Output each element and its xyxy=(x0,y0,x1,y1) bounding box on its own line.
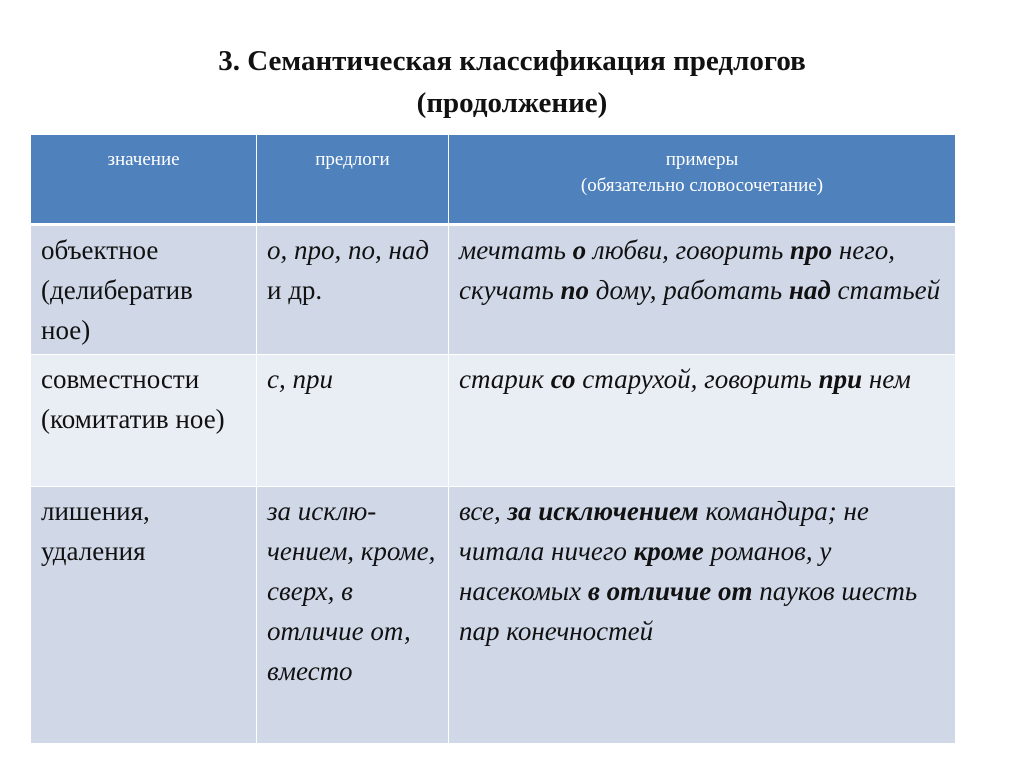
highlighted-preposition: о xyxy=(572,235,587,265)
cell-prepositions xyxy=(257,487,449,744)
header-examples-note: (обязательно словосочетание) xyxy=(580,175,824,196)
cell-prepositions xyxy=(257,225,449,355)
table-row xyxy=(31,355,956,487)
highlighted-preposition: про xyxy=(790,235,833,265)
cell-meaning: лишения, удаления xyxy=(31,487,257,744)
example-text: него, скучать xyxy=(459,235,895,305)
classification-table xyxy=(30,134,956,744)
example-text: дому, работать xyxy=(589,275,789,305)
highlighted-preposition: при xyxy=(818,364,863,394)
highlighted-preposition: кроме xyxy=(633,536,704,566)
cell-meaning: совместности (комитатив ное) xyxy=(31,355,257,487)
cell-examples xyxy=(449,487,956,744)
example-text: статьей xyxy=(830,275,941,305)
example-text: все, xyxy=(459,496,508,526)
prepositions-italic: с, при xyxy=(267,364,333,394)
highlighted-preposition: по xyxy=(560,275,590,305)
example-text: командира; не читала ничего xyxy=(459,496,869,566)
table-row xyxy=(31,225,956,355)
prepositions-italic: за исклю- чением, кроме, сверх, в отличие от, вместо xyxy=(267,496,436,686)
slide-title xyxy=(0,40,1024,124)
example-text: любви, говорить xyxy=(586,235,791,265)
title-line-2: (продолжение) xyxy=(416,87,608,119)
example-text: нем xyxy=(862,364,911,394)
example-text: романов, у насекомых xyxy=(459,536,832,606)
highlighted-preposition: над xyxy=(788,275,831,305)
title-line-1: 3. Семантическая классификация предлогов xyxy=(218,45,806,77)
cell-examples xyxy=(449,225,956,355)
header-examples-label: примеры xyxy=(665,149,739,170)
highlighted-preposition: в отличие от xyxy=(587,576,753,606)
highlighted-preposition: за исключением xyxy=(507,496,699,526)
table-header-row xyxy=(31,135,956,225)
header-prepositions: предлоги xyxy=(257,135,449,225)
table-row xyxy=(31,487,956,744)
cell-examples xyxy=(449,355,956,487)
header-examples xyxy=(449,135,956,225)
cell-prepositions xyxy=(257,355,449,487)
example-text: пауков шесть пар конечностей xyxy=(459,576,918,646)
header-meaning: значение xyxy=(31,135,257,225)
example-text: мечтать xyxy=(459,235,573,265)
highlighted-preposition: со xyxy=(550,364,576,394)
prepositions-plain: и др. xyxy=(267,275,323,305)
example-text: старухой, говорить xyxy=(575,364,819,394)
example-text: старик xyxy=(459,364,551,394)
prepositions-italic: о, про, по, над xyxy=(267,235,430,265)
cell-meaning: объектное (делибератив ное) xyxy=(31,225,257,355)
